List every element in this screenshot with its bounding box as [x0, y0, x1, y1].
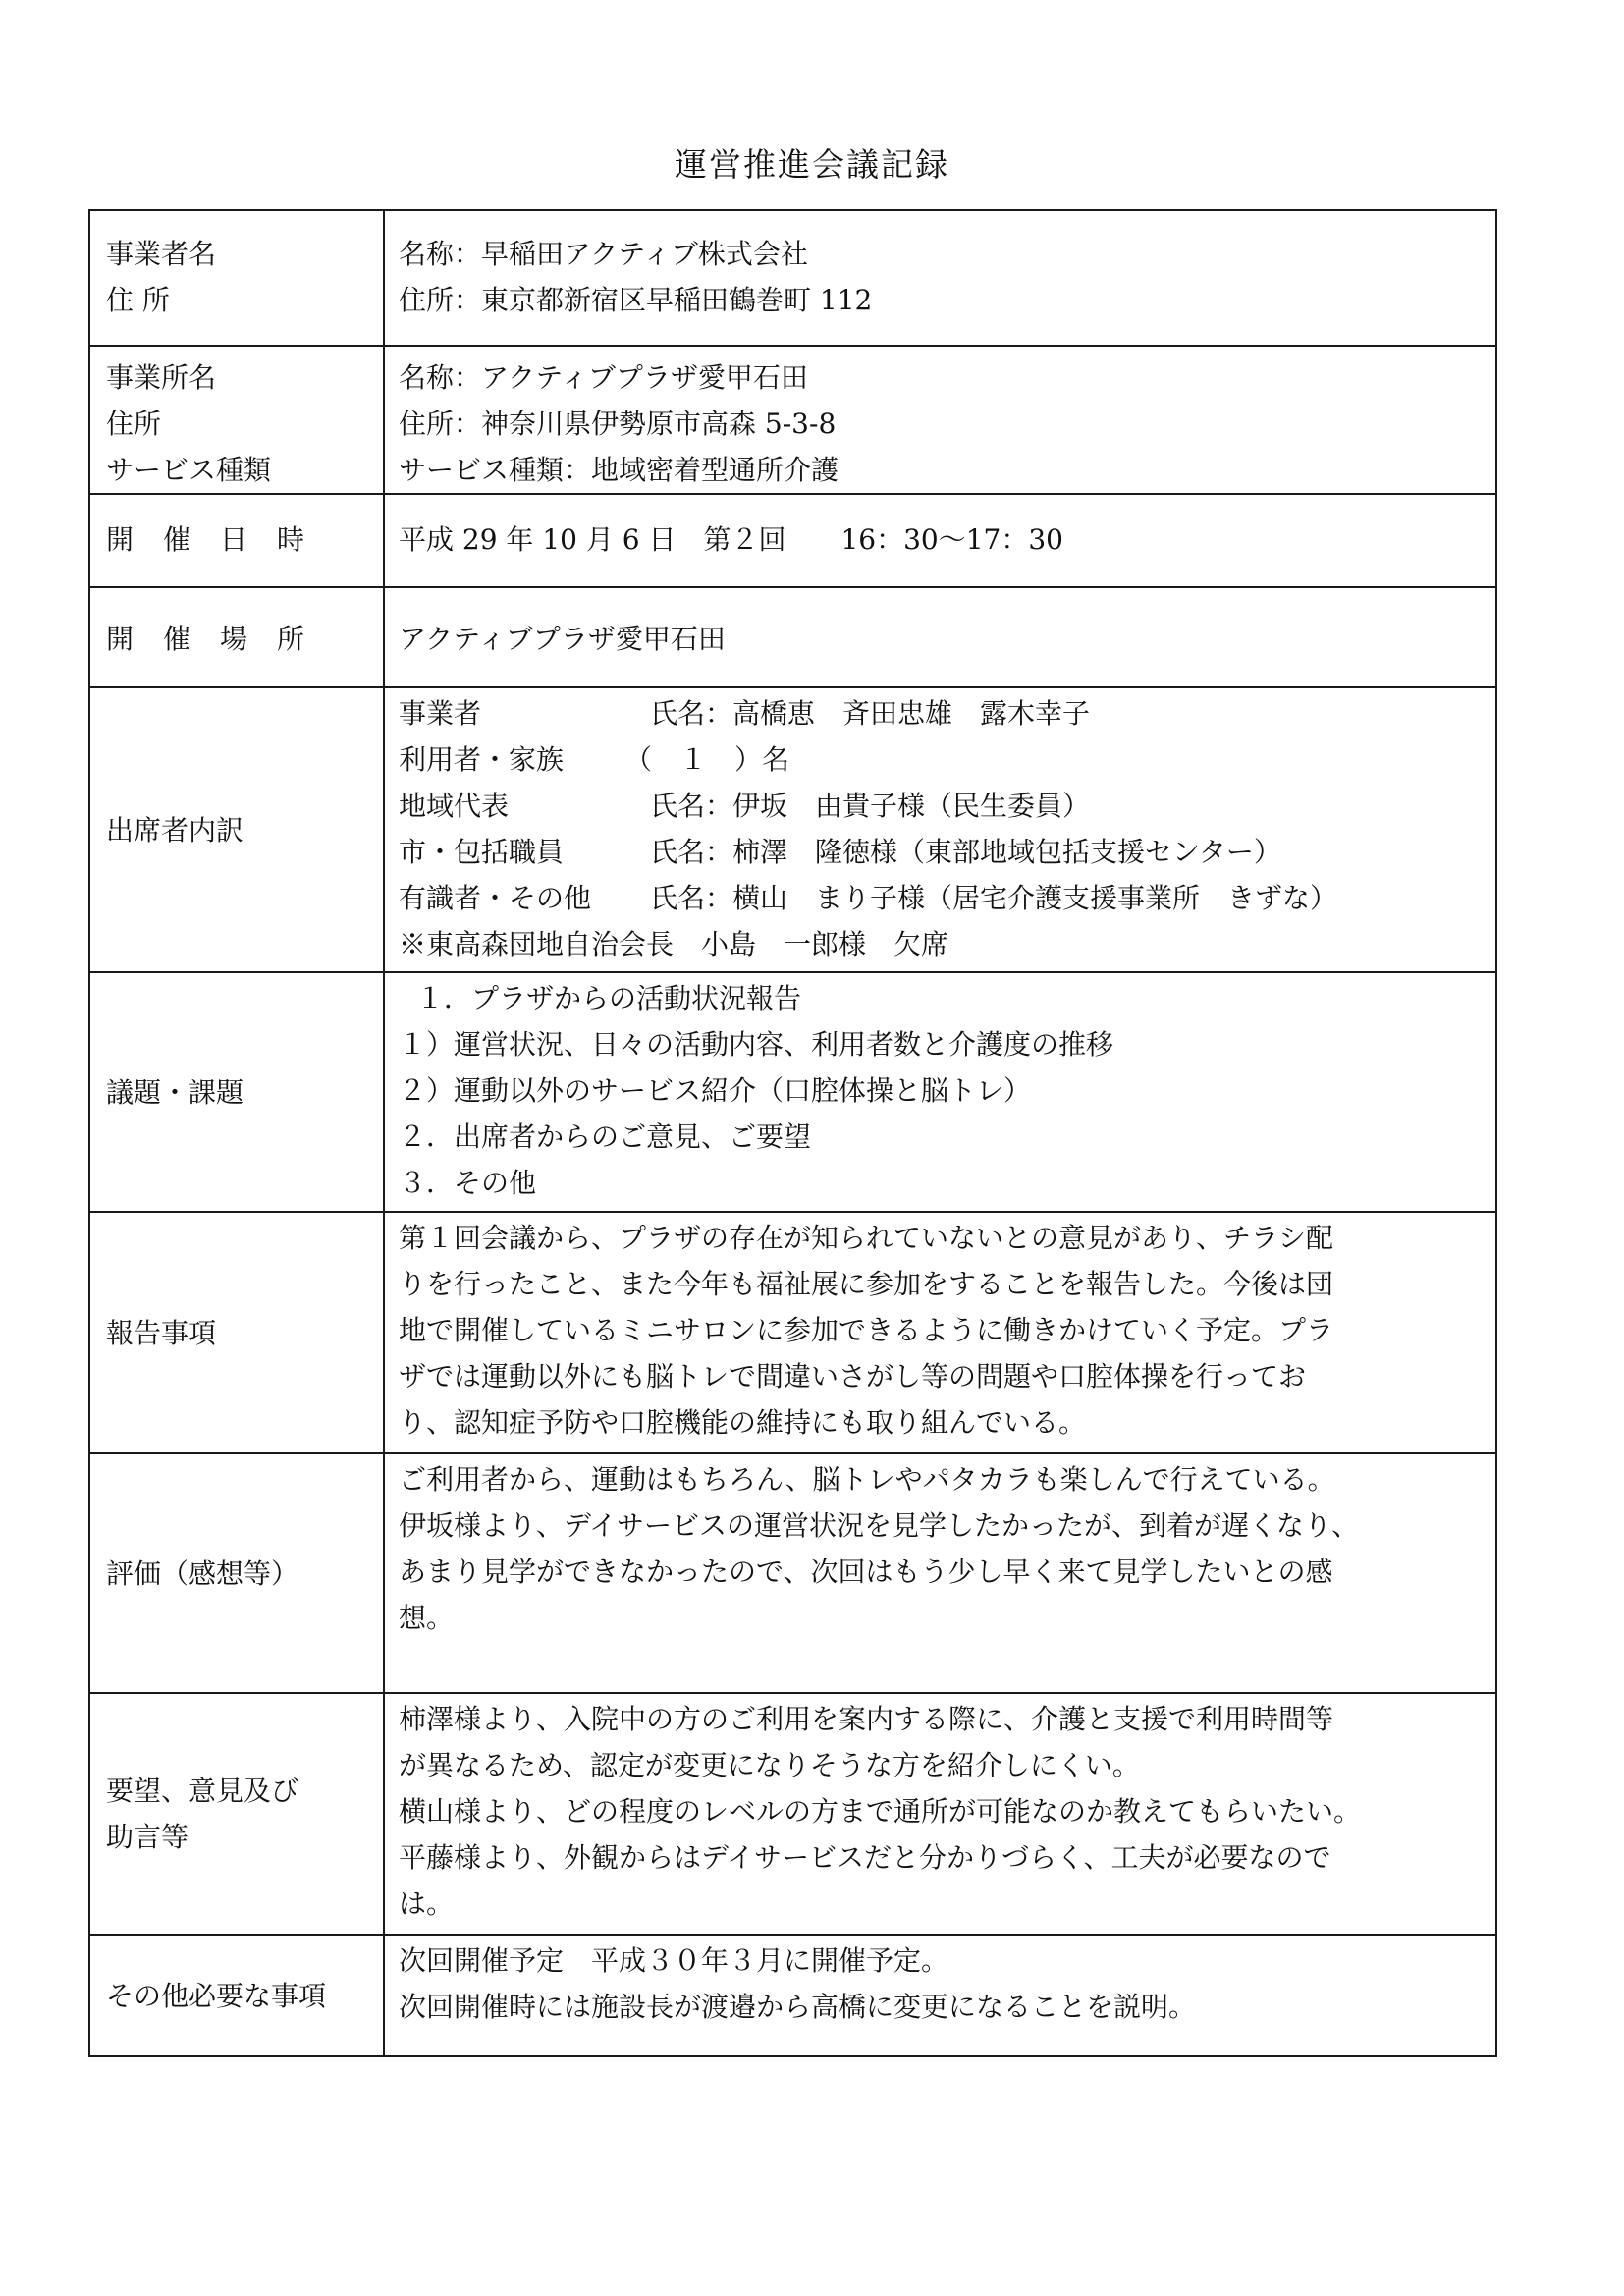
evaluation-text-line: あまり見学ができなかったので、次回はもう少し早く来て見学したいとの感 — [399, 1556, 1333, 1588]
operator-name: 名称：早稲田アクティブ株式会社 — [399, 238, 808, 270]
value-cell — [384, 494, 1496, 587]
report-text-line: ザでは運動以外にも脳トレで間違いさがし等の問題や口腔体操を行ってお — [399, 1360, 1307, 1393]
attendee-row — [399, 690, 1482, 737]
agenda-item: １）運営状況、日々の活動内容、利用者数と介護度の推移 — [399, 1028, 1114, 1061]
value-cell — [384, 1453, 1496, 1693]
label-evaluation: 評価（感想等） — [106, 1557, 299, 1590]
requests-text-line: 横山様より、どの程度のレベルの方まで通所が可能なのか教えてもらいたい。 — [399, 1795, 1362, 1828]
label-cell — [89, 1453, 384, 1693]
label-date: 開催日時 — [106, 523, 335, 556]
attendee-category: 有識者・その他 — [399, 882, 592, 914]
attendee-names: 氏名：横山 まり子様（居宅介護支援事業所 きずな） — [650, 882, 1338, 914]
row-evaluation — [89, 1453, 1496, 1693]
attendee-names: 氏名：高橋恵 斉田忠雄 露木幸子 — [650, 697, 1091, 730]
evaluation-text-line: 伊坂様より、デイサービスの運営状況を見学したかったが、到着が遅くなり、 — [399, 1509, 1360, 1542]
label-agenda: 議題・課題 — [106, 1075, 244, 1109]
meeting-date: 平成 29 年 10 月 6 日 第２回 16：30〜17：30 — [399, 523, 1063, 556]
attendee-row — [399, 737, 1482, 783]
attendee-category: 利用者・家族 — [399, 743, 565, 776]
row-place — [89, 587, 1496, 687]
attendee-count: （ １ ）名 — [624, 743, 790, 776]
label-place: 開催場所 — [106, 623, 335, 655]
label-operator-name: 事業者名 — [106, 238, 217, 270]
service-type: サービス種類：地域密着型通所介護 — [399, 454, 839, 486]
label-cell — [89, 687, 384, 972]
meeting-place: アクティブプラザ愛甲石田 — [399, 623, 726, 655]
facility-name: 名称：アクティブプラザ愛甲石田 — [399, 361, 808, 394]
value-cell — [384, 346, 1496, 494]
label-cell — [89, 494, 384, 587]
report-text-line: り、認知症予防や口腔機能の維持にも取り組んでいる。 — [399, 1406, 1087, 1439]
page-title: 運営推進会議記録 — [675, 145, 949, 184]
attendee-category: 地域代表 — [399, 790, 510, 822]
value-cell — [384, 1212, 1496, 1453]
label-operator-address: 住 所 — [106, 284, 170, 316]
label-attendees: 出席者内訳 — [106, 813, 244, 847]
label-service-type: サービス種類 — [106, 454, 272, 486]
facility-address: 住所：神奈川県伊勢原市高森 5-3-8 — [399, 408, 837, 440]
label-cell — [89, 1693, 384, 1935]
attendee-names: 氏名：伊坂 由貴子様（民生委員） — [650, 790, 1091, 822]
value-cell — [384, 587, 1496, 687]
attendee-row — [399, 783, 1482, 829]
label-cell — [89, 346, 384, 494]
row-other — [89, 1935, 1496, 2056]
evaluation-text-line: 想。 — [399, 1602, 455, 1634]
agenda-item: ２）運動以外のサービス紹介（口腔体操と脳トレ） — [399, 1074, 1032, 1107]
label-cell — [89, 210, 384, 346]
report-text-line: 地で開催しているミニサロンに参加できるように働きかけていく予定。プラ — [399, 1314, 1334, 1346]
attendee-row — [399, 875, 1482, 921]
attendee-names: 氏名：柿澤 隆徳様（東部地域包括支援センター） — [650, 836, 1281, 868]
other-text-line: 次回開催予定 平成３０年３月に開催予定。 — [399, 1944, 949, 1977]
row-attendees — [89, 687, 1496, 972]
row-agenda — [89, 972, 1496, 1212]
report-text-line: りを行ったこと、また今年も福祉展に参加をすることを報告した。今後は団 — [399, 1268, 1334, 1300]
label-cell — [89, 1935, 384, 2056]
value-cell — [384, 687, 1496, 972]
row-report — [89, 1212, 1496, 1453]
value-cell — [384, 972, 1496, 1212]
evaluation-text-line: ご利用者から、運動はもちろん、脳トレやパタカラも楽しんで行えている。 — [399, 1463, 1335, 1496]
row-operator — [89, 210, 1496, 346]
requests-text-line: 平藤様より、外観からはデイサービスだと分かりづらく、工夫が必要なので — [399, 1841, 1331, 1874]
absence-note: ※東高森団地自治会長 小島 一郎様 欠席 — [399, 928, 949, 960]
attendee-category: 事業者 — [399, 697, 482, 730]
requests-text-line: 柿澤様より、入院中の方のご利用を案内する際に、介護と支援で利用時間等 — [399, 1703, 1334, 1735]
value-cell — [384, 1693, 1496, 1935]
label-cell — [89, 1212, 384, 1453]
report-text-line: 第１回会議から、プラザの存在が知られていないとの意見があり、チラシ配 — [399, 1222, 1334, 1254]
agenda-item: １．プラザからの活動状況報告 — [416, 982, 802, 1014]
label-advice: 助言等 — [106, 1821, 189, 1853]
operator-address: 住所：東京都新宿区早稲田鶴巻町 112 — [399, 284, 873, 316]
value-cell — [384, 1935, 1496, 2056]
label-facility-address: 住所 — [106, 408, 162, 440]
meeting-record-table — [88, 209, 1497, 2057]
row-date — [89, 494, 1496, 587]
value-cell — [384, 210, 1496, 346]
row-facility — [89, 346, 1496, 494]
attendee-row — [399, 829, 1482, 875]
label-other: その他必要な事項 — [106, 1979, 327, 2012]
label-cell — [89, 587, 384, 687]
label-report: 報告事項 — [106, 1316, 217, 1349]
agenda-item: ３．その他 — [399, 1167, 537, 1199]
requests-text-line: が異なるため、認定が変更になりそうな方を紹介しにくい。 — [399, 1749, 1140, 1781]
other-text-line: 次回開催時には施設長が渡邉から高橋に変更になることを説明。 — [399, 1991, 1197, 2023]
label-requests: 要望、意見及び — [106, 1775, 299, 1807]
requests-text-line: は。 — [399, 1887, 455, 1920]
label-facility-name: 事業所名 — [106, 361, 217, 394]
label-cell — [89, 972, 384, 1212]
row-requests — [89, 1693, 1496, 1935]
agenda-item: ２．出席者からのご意見、ご要望 — [399, 1121, 812, 1153]
attendee-category: 市・包括職員 — [399, 836, 565, 868]
